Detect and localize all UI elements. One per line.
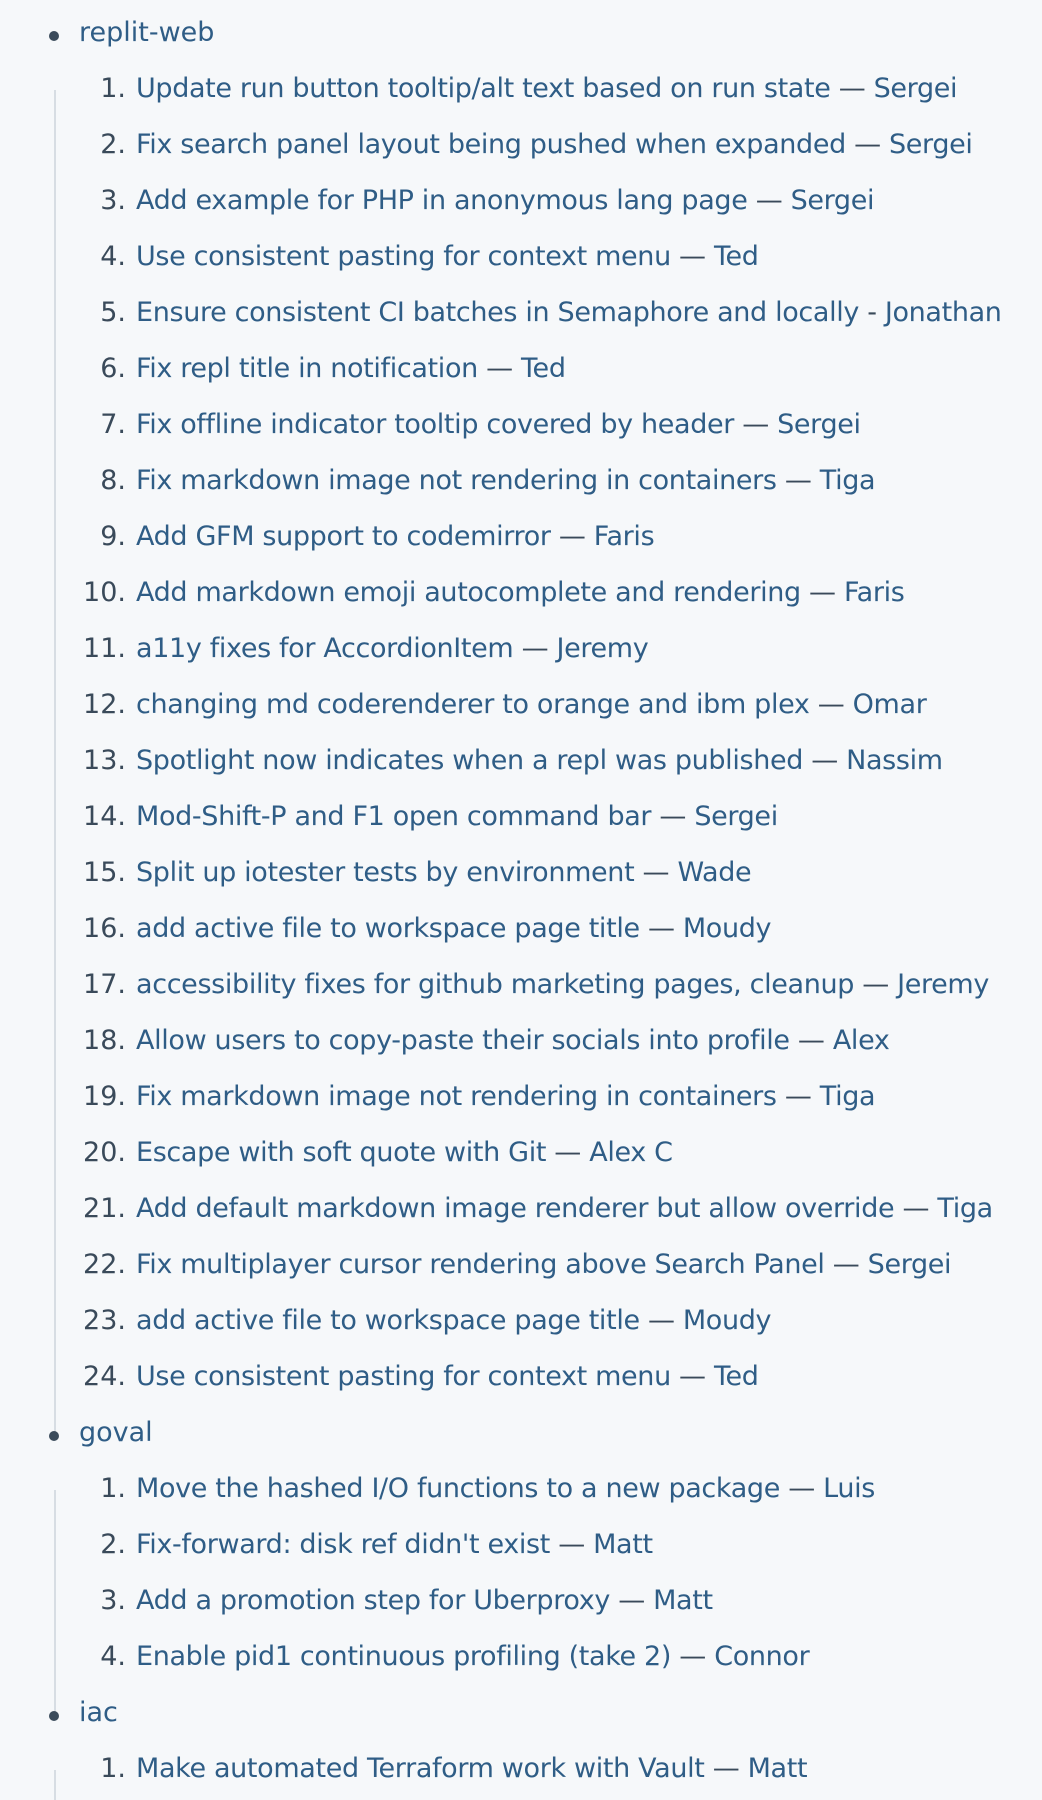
item-text	[136, 855, 751, 891]
bullet-icon	[49, 1711, 59, 1721]
item-text	[136, 911, 771, 947]
change-list-item	[56, 1753, 1042, 1800]
separator-dash: —	[550, 521, 594, 552]
item-number: 3.	[100, 1585, 126, 1616]
item-number: 1.	[100, 73, 126, 104]
change-title-link[interactable]: Fix repl title in notification	[136, 353, 478, 384]
item-text	[136, 239, 759, 275]
item-text	[136, 295, 1002, 331]
item-number: 22.	[83, 1249, 126, 1280]
item-text	[136, 407, 861, 443]
repo-name-link[interactable]: replit-web	[79, 17, 215, 48]
item-text	[136, 127, 973, 163]
item-text	[136, 575, 904, 611]
separator-dash: —	[776, 1081, 820, 1112]
author-link[interactable]: Luis	[823, 1473, 875, 1504]
author-link[interactable]: Tiga	[819, 465, 876, 496]
item-text	[136, 1135, 673, 1171]
author-link[interactable]: Faris	[843, 577, 905, 608]
item-number: 2.	[100, 1529, 126, 1560]
item-text	[136, 183, 874, 219]
item-number: 17.	[83, 969, 126, 1000]
author-link[interactable]: Moudy	[682, 1305, 772, 1336]
change-list	[54, 1473, 1042, 1714]
change-title-link[interactable]: Use consistent pasting for context menu	[136, 1361, 671, 1392]
change-list-item	[56, 1361, 1042, 1434]
change-title-link[interactable]: add active file to workspace page title	[136, 1305, 640, 1336]
item-text	[136, 1303, 771, 1339]
separator-dash: —	[546, 1137, 590, 1168]
bullet-icon	[49, 1431, 59, 1441]
repo-section	[0, 17, 1042, 1434]
separator-dash: —	[809, 689, 853, 720]
author-link[interactable]: Sergei	[867, 1249, 952, 1280]
author-link[interactable]: Faris	[593, 521, 655, 552]
separator-dash: —	[651, 801, 695, 832]
item-number: 19.	[83, 1081, 126, 1112]
item-number: 24.	[83, 1361, 126, 1392]
item-text	[136, 1583, 713, 1619]
item-number: 10.	[83, 577, 126, 608]
author-link[interactable]: Matt	[747, 1753, 808, 1784]
separator-dash: —	[670, 1361, 714, 1392]
separator-dash: —	[670, 241, 714, 272]
author-link[interactable]: Nassim	[846, 745, 943, 776]
item-text	[136, 1247, 951, 1283]
change-title-link[interactable]: Fix markdown image not rendering in containers	[136, 465, 777, 496]
change-title-link[interactable]: Escape with soft quote with Git	[136, 1137, 547, 1168]
change-title-link[interactable]: Fix markdown image not rendering in containers	[136, 1081, 777, 1112]
separator-dash: —	[854, 969, 898, 1000]
separator-dash: —	[779, 1473, 824, 1504]
change-title-link[interactable]: Add default markdown image renderer but allow override	[136, 1193, 895, 1224]
author-link[interactable]: Jeremy	[897, 969, 990, 1000]
item-text	[136, 799, 778, 835]
item-number: 8.	[100, 465, 126, 496]
author-link[interactable]: Jeremy	[556, 633, 649, 664]
change-title-link[interactable]: Make automated Terraform work with Vault	[136, 1753, 705, 1784]
author-link[interactable]: Sergei	[777, 409, 861, 440]
item-number: 7.	[100, 409, 126, 440]
separator-dash: —	[513, 633, 557, 664]
change-title-link[interactable]: add active file to workspace page title	[136, 913, 640, 944]
separator-dash: —	[671, 1641, 715, 1672]
item-number: 1.	[100, 1753, 126, 1784]
item-number: 11.	[83, 633, 126, 664]
item-number: 6.	[100, 353, 126, 384]
change-title-link[interactable]: Allow users to copy-paste their socials into profile	[136, 1025, 790, 1056]
repo-name-link[interactable]: iac	[79, 1697, 118, 1728]
repo-section	[0, 1417, 1042, 1714]
author-link[interactable]: Omar	[852, 689, 927, 720]
change-title-link[interactable]: Use consistent pasting for context menu	[136, 241, 671, 272]
change-title-link[interactable]: Enable pid1 continuous profiling (take 2)	[136, 1641, 672, 1672]
author-link[interactable]: Ted	[713, 241, 759, 272]
author-link[interactable]: Sergei	[873, 73, 958, 104]
separator-dash: —	[747, 185, 791, 216]
item-number: 4.	[100, 241, 126, 272]
change-title-link[interactable]: Split up iotester tests by environment	[136, 857, 635, 888]
item-text	[136, 967, 989, 1003]
author-link[interactable]: Jonathan	[884, 297, 1002, 328]
change-title-link[interactable]: changing md coderenderer to orange and ibm plex	[136, 689, 810, 720]
item-text	[136, 743, 943, 779]
item-number: 14.	[83, 801, 126, 832]
change-title-link[interactable]: Spotlight now indicates when a repl was published	[136, 745, 804, 776]
change-title-link[interactable]: Fix offline indicator tooltip covered by header	[136, 409, 734, 440]
item-number: 21.	[83, 1193, 126, 1224]
item-number: 5.	[100, 297, 126, 328]
item-number: 1.	[100, 1473, 126, 1504]
change-title-link[interactable]: Add markdown emoji autocomplete and rendering	[136, 577, 801, 608]
separator-dash: —	[800, 577, 844, 608]
change-title-link[interactable]: Update run button tooltip/alt text based on run state	[136, 73, 831, 104]
author-link[interactable]: Alex C	[589, 1137, 673, 1168]
item-number: 15.	[83, 857, 126, 888]
change-title-link[interactable]: Fix search panel layout being pushed when expanded	[136, 129, 846, 160]
author-link[interactable]: Matt	[653, 1585, 713, 1616]
separator-dash: —	[845, 129, 889, 160]
item-number: 2.	[100, 129, 126, 160]
item-text	[136, 631, 648, 667]
item-text	[136, 1359, 759, 1395]
repo-section	[0, 1697, 1042, 1800]
item-number: 4.	[100, 1641, 126, 1672]
change-title-link[interactable]: a11y fixes for AccordionItem	[136, 633, 514, 664]
author-link[interactable]: Alex	[832, 1025, 890, 1056]
item-number: 23.	[83, 1305, 126, 1336]
change-title-link[interactable]: Add a promotion step for Uberproxy	[136, 1585, 610, 1616]
change-list-item	[56, 1641, 1042, 1714]
author-link[interactable]: Sergei	[694, 801, 778, 832]
item-number: 16.	[83, 913, 126, 944]
change-title-link[interactable]: Fix multiplayer cursor rendering above Search Panel	[136, 1249, 825, 1280]
item-text	[136, 1751, 807, 1787]
change-title-link[interactable]: accessibility fixes for github marketing pages, cleanup	[136, 969, 855, 1000]
separator-dash: —	[639, 913, 683, 944]
change-title-link[interactable]: Add example for PHP in anonymous lang page	[136, 185, 748, 216]
separator-dash: -	[859, 297, 885, 328]
separator-dash: —	[634, 857, 678, 888]
item-text	[136, 1639, 809, 1675]
separator-dash: —	[824, 1249, 868, 1280]
item-number: 13.	[83, 745, 126, 776]
item-number: 3.	[100, 185, 126, 216]
author-link[interactable]: Ted	[521, 353, 566, 384]
repo-name-link[interactable]: goval	[79, 1417, 153, 1448]
change-title-link[interactable]: Ensure consistent CI batches in Semaphore and locally	[136, 297, 860, 328]
item-text	[136, 1023, 890, 1059]
author-link[interactable]: Moudy	[682, 913, 772, 944]
item-number: 20.	[83, 1137, 126, 1168]
item-text	[136, 1191, 993, 1227]
change-title-link[interactable]: Mod-Shift-P and F1 open command bar	[136, 801, 652, 832]
separator-dash: —	[734, 409, 778, 440]
item-text	[136, 1471, 875, 1507]
separator-dash: —	[894, 1193, 938, 1224]
item-text	[136, 71, 957, 107]
item-number: 12.	[83, 689, 126, 720]
item-text	[136, 463, 875, 499]
item-text	[136, 351, 566, 387]
change-list	[54, 73, 1042, 1434]
separator-dash: —	[477, 353, 521, 384]
separator-dash: —	[549, 1529, 594, 1560]
author-link[interactable]: Connor	[714, 1641, 810, 1672]
separator-dash: —	[639, 1305, 683, 1336]
change-title-link[interactable]: Move the hashed I/O functions to a new package	[136, 1473, 780, 1504]
change-title-link[interactable]: Fix-forward: disk ref didn't exist	[136, 1529, 550, 1560]
change-list	[54, 1753, 1042, 1800]
author-link[interactable]: Wade	[677, 857, 752, 888]
item-number: 9.	[100, 521, 126, 552]
change-title-link[interactable]: Add GFM support to codemirror	[136, 521, 551, 552]
author-link[interactable]: Ted	[713, 1361, 759, 1392]
author-link[interactable]: Matt	[593, 1529, 653, 1560]
author-link[interactable]: Sergei	[889, 129, 973, 160]
author-link[interactable]: Tiga	[937, 1193, 993, 1224]
separator-dash: —	[609, 1585, 654, 1616]
item-number: 18.	[83, 1025, 126, 1056]
item-text	[136, 1527, 653, 1563]
author-link[interactable]: Tiga	[819, 1081, 876, 1112]
separator-dash: —	[704, 1753, 748, 1784]
separator-dash: —	[776, 465, 820, 496]
separator-dash: —	[803, 745, 847, 776]
separator-dash: —	[830, 73, 874, 104]
item-text	[136, 519, 654, 555]
bullet-icon	[49, 31, 59, 41]
separator-dash: —	[789, 1025, 833, 1056]
author-link[interactable]: Sergei	[790, 185, 875, 216]
item-text	[136, 687, 926, 723]
item-text	[136, 1079, 875, 1115]
